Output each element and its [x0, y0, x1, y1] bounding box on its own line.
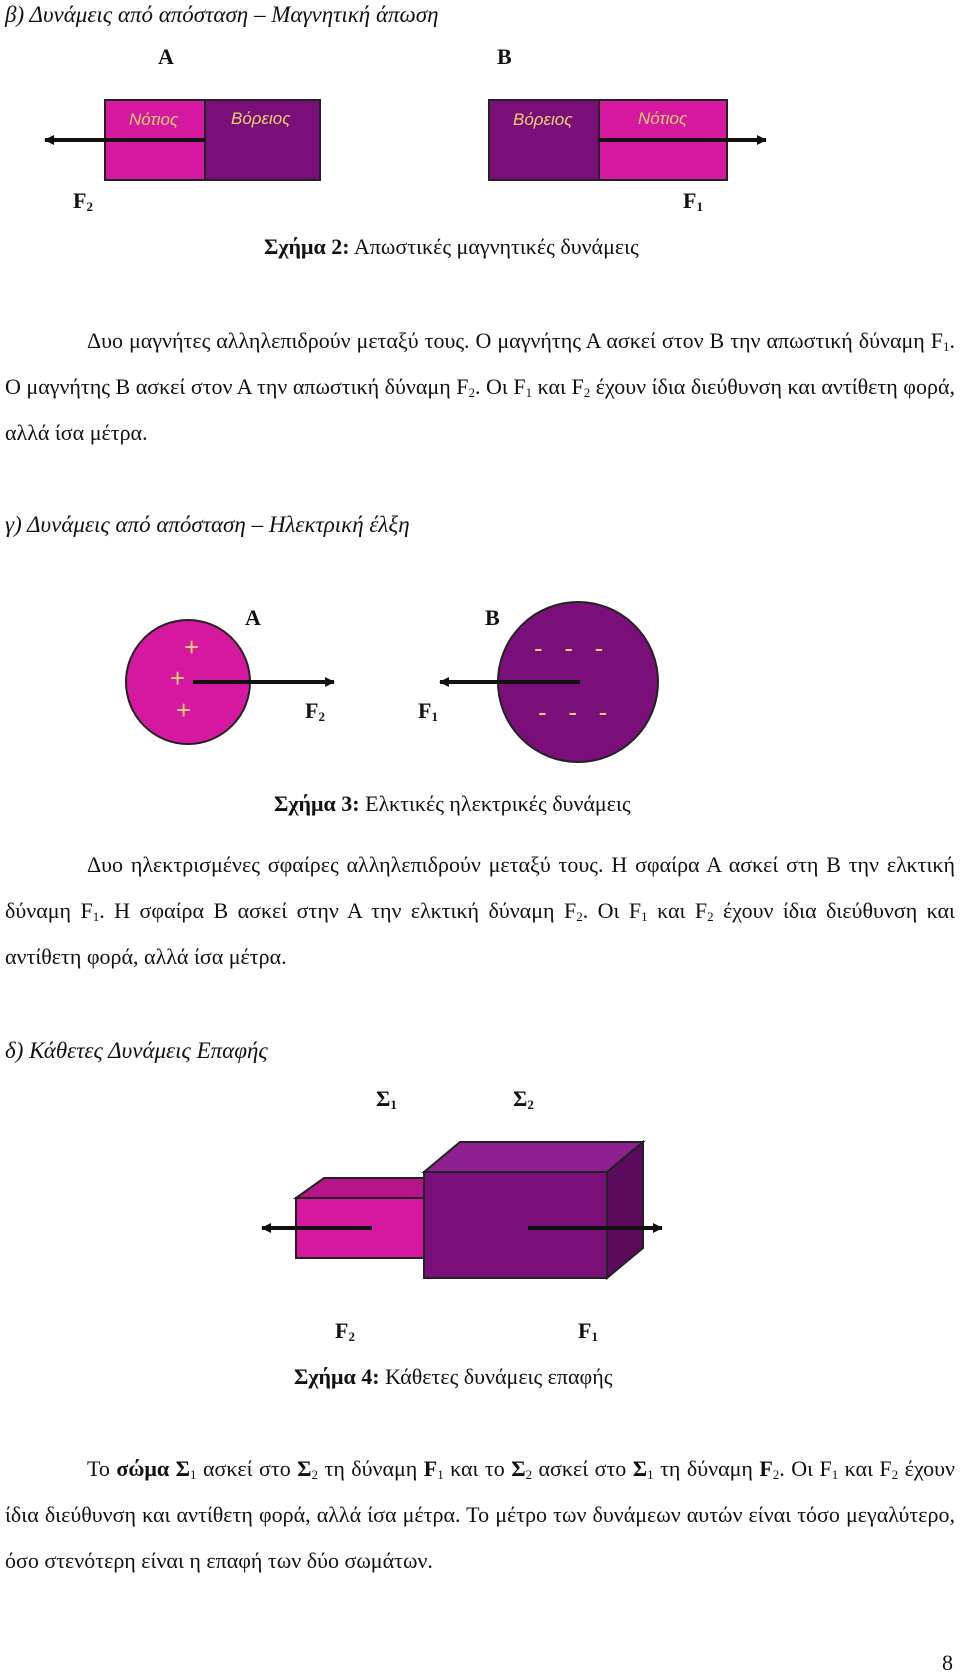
section-d-heading: δ) Κάθετες Δυνάμεις Επαφής: [5, 1038, 268, 1063]
force-label-f1-contact: $F_1$: [578, 1318, 598, 1344]
page-number: 8: [942, 1650, 953, 1675]
magnet-a-label: Α: [158, 44, 174, 69]
body-sigma-1-label: $\Sigma_1$: [376, 1086, 397, 1112]
magnet-b-north-label: Βόρειος: [513, 110, 573, 129]
force-label-f2-sphere: $F_2$: [305, 698, 325, 724]
minus-charges-top: - - -: [534, 633, 604, 663]
sphere-a-label: Α: [245, 605, 261, 630]
magnet-a-south-label: Νότιος: [129, 110, 179, 129]
figure-3-caption: Σχήμα 3: Ελκτικές ηλεκτρικές δυνάμεις: [274, 791, 631, 816]
sphere-b-label: Β: [485, 605, 500, 630]
section-c-paragraph: Δυο ηλεκτρισμένες σφαίρες αλληλεπιδρούν μεταξύ τους. Η σφαίρα Α ασκεί στη Β την ελκτική δύναμη $F_1$. Η σφαίρα Β ασκεί στην Α την ελκτική δύναμη $F_2$. Οι $F_1$ και $F_2$ έχουν ίδια διεύθυνση και αντίθετη φορά, αλλά ίσα μέτρα.: [5, 852, 955, 969]
section-b-paragraph: Δυο μαγνήτες αλληλεπιδρούν μεταξύ τους. Ο μαγνήτης Α ασκεί στον Β την απωστική δύναμη $F_1$. Ο μαγνήτης Β ασκεί στον Α την απωστική δύναμη $F_2$. Οι $F_1$ και $F_2$ έχουν ίδια διεύθυνση και αντίθετη φορά, αλλά ίσα μέτρα.: [5, 328, 955, 445]
force-label-f2-magnet: $F_2$: [73, 188, 93, 214]
body-sigma-2: [424, 1142, 643, 1278]
section-b-heading: β) Δυνάμεις από απόσταση – Μαγνητική άπωση: [5, 2, 439, 27]
figure-4-caption: Σχήμα 4: Κάθετες δυνάμεις επαφής: [294, 1364, 613, 1389]
magnet-b-label: Β: [497, 44, 512, 69]
force-label-f1-sphere: $F_1$: [418, 698, 438, 724]
plus-charge-1: +: [184, 632, 200, 662]
magnet-a-north-label: Βόρειος: [231, 109, 291, 128]
magnet-b-south-label: Νότιος: [638, 109, 688, 128]
figure-2-caption: Σχήμα 2: Απωστικές μαγνητικές δυνάμεις: [264, 234, 639, 259]
section-d-paragraph: Το σώμα $\Sigma_1$ ασκεί στο $\Sigma_2$ τη δύναμη $F_1$ και το $\Sigma_2$ ασκεί στο $\Sigma_1$ τη δύναμη $F_2$. Οι $F_1$ και $F_2$ έχουν ίδια διεύθυνση και αντίθετη φορά, αλλά ίσα μέτρα. Το μέτρο των δυνάμεων αυτών είναι τόσο μεγαλύτερο, όσο στενότερη είναι η επαφή των δύο σωμάτων.: [5, 1456, 955, 1573]
plus-charge-2: +: [170, 663, 186, 693]
force-label-f1-magnet: $F_1$: [683, 188, 703, 214]
body-sigma-2-label: $\Sigma_2$: [513, 1086, 534, 1112]
section-c-heading: γ) Δυνάμεις από απόσταση – Ηλεκτρική έλξη: [5, 512, 410, 537]
force-label-f2-contact: $F_2$: [335, 1318, 355, 1344]
minus-charges-bottom: - - -: [538, 697, 608, 727]
plus-charge-3: +: [176, 695, 192, 725]
